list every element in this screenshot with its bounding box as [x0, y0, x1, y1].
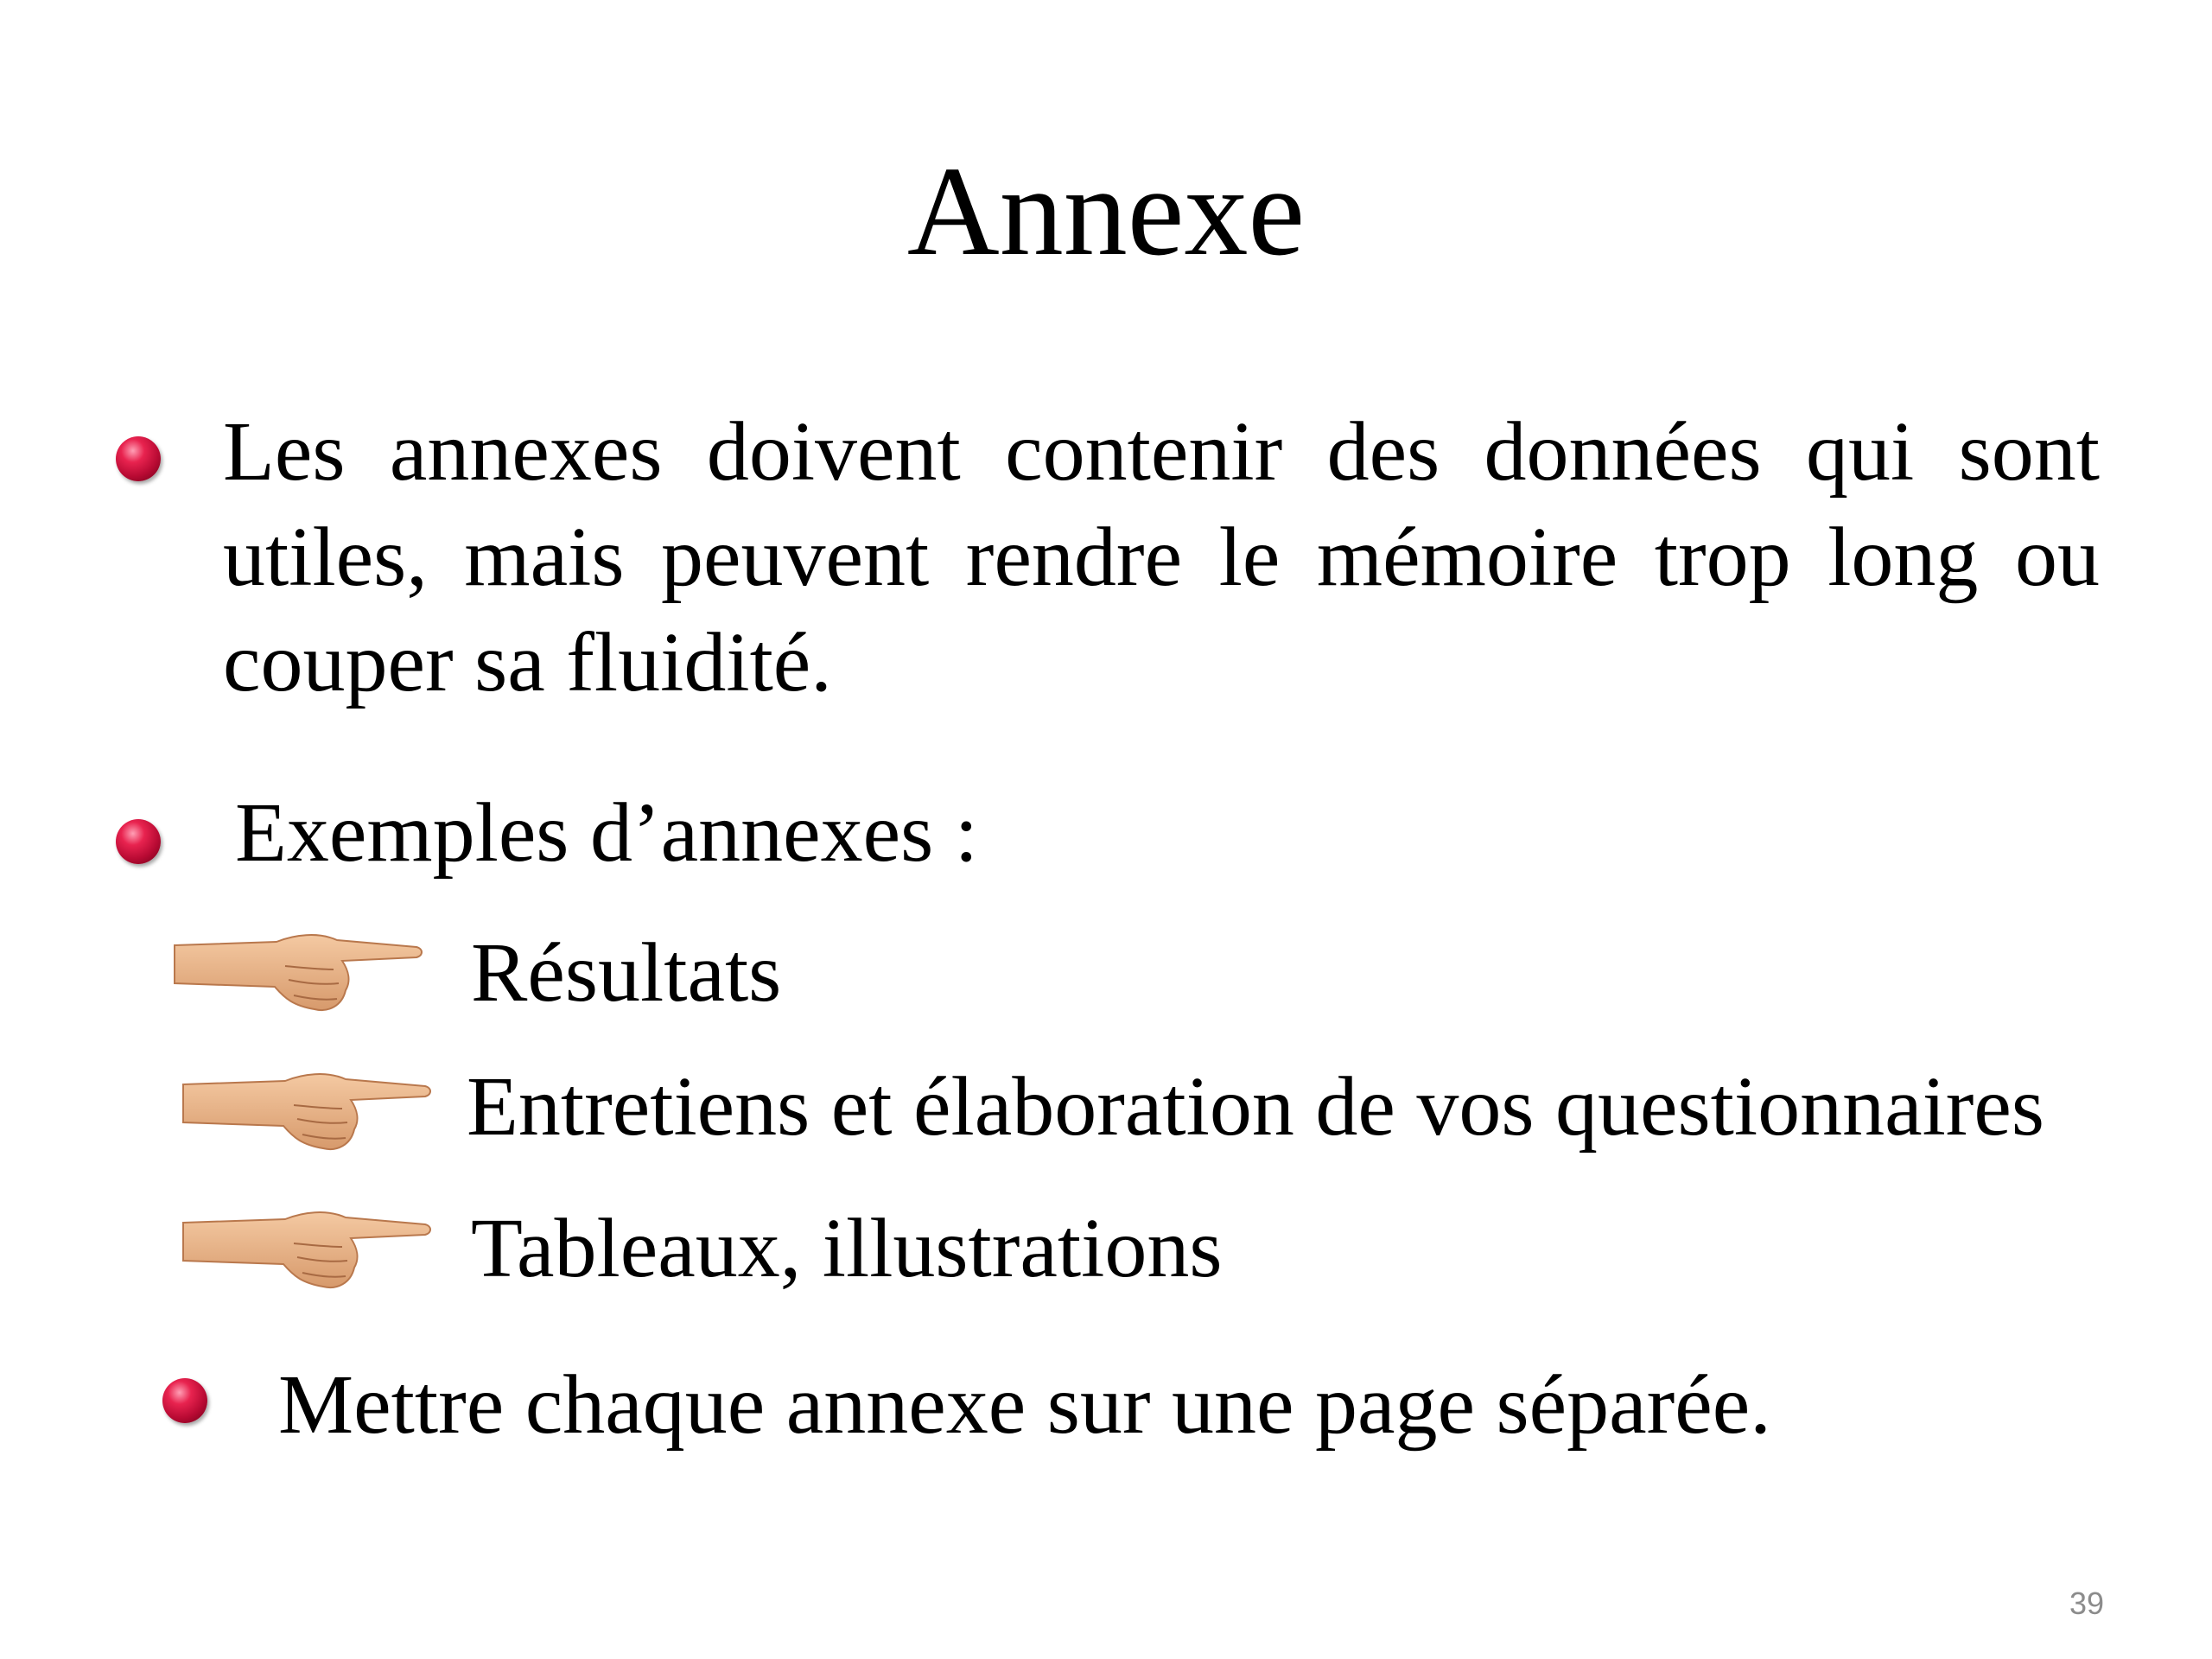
bullet-ball-icon	[116, 436, 161, 481]
pointing-hand-icon	[181, 1065, 432, 1160]
sub-item-tables-illustrations: Tableaux, illustrations	[471, 1202, 1223, 1295]
bullet-ball-icon	[162, 1378, 207, 1423]
bullet-ball-icon	[116, 819, 161, 864]
slide-title: Annexe	[906, 141, 1306, 283]
pointing-hand-icon	[173, 926, 423, 1021]
page-number: 39	[2069, 1586, 2104, 1621]
sub-item-results: Résultats	[471, 926, 782, 1020]
pointing-hand-icon	[181, 1204, 432, 1299]
sub-item-interviews-questionnaires: Entretiens et élaboration de vos questionnaires	[467, 1060, 2045, 1154]
bullet-text-examples-heading: Exemples d’annexes :	[235, 786, 978, 880]
bullet-text-separate-page: Mettre chaque annexe sur une page séparée.	[278, 1358, 1771, 1452]
bullet-text-annexes-definition: Les annexes doivent contenir des données qui sont utiles, mais peuvent rendre le mémoire trop long ou couper sa fluidité.	[223, 405, 2100, 709]
